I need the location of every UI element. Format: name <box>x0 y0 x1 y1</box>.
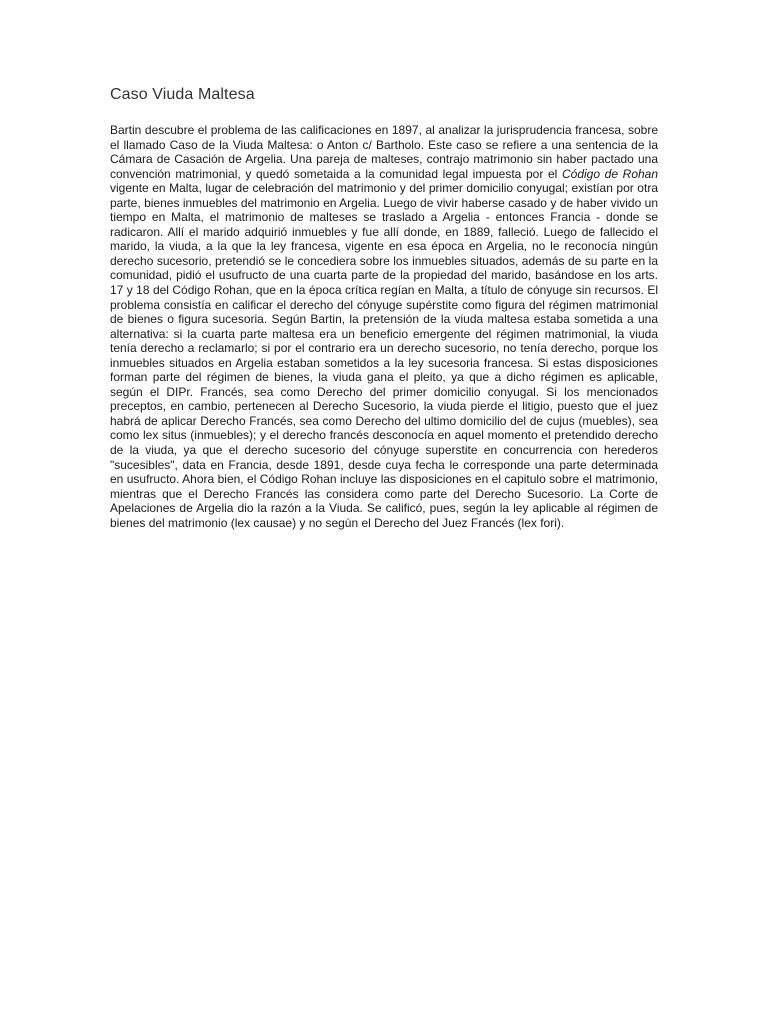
document-title: Caso Viuda Maltesa <box>110 86 255 103</box>
document-body-paragraph <box>110 123 658 530</box>
body-italic-term: Código de Rohan <box>561 166 659 181</box>
body-text-part-1: Bartin descubre el problema de las calificaciones en 1897, al analizar la jurisprudencia francesa, sobre el llamado Caso de la Viuda Maltesa: o Anton c/ Bartholo. Este caso se refiere a una sentencia de la Cámara de Casación de Argelia. Una pareja de malteses, contrajo matrimonio sin haber pactado una convención matrimonial, y quedó sometaida a la comunidad legal impuesta por el <box>110 123 658 181</box>
body-text-part-2: vigente en Malta, lugar de celebración del matrimonio y del primer domicilio conyugal; existían por otra parte, bienes inmuebles del matrimonio en Argelia. Luego de vivir haberse casado y de haber vivido un tiempo en Malta, el matrimonio de malteses se traslado a Argelia - entonces Francia - donde se radicaron. Allí el marido adquirió inmuebles y fue allí donde, en 1889, falleció. Luego de fallecido el marido, la viuda, a la que la ley francesa, vigente en esa época en Argelia, no le reconocía ningún derecho sucesorio, pretendió se le concediera sobre los inmuebles situados, además de su parte en la comunidad, pidió el usufructo de una cuarta parte de la propiedad del marido, basándose en los arts. 17 y 18 del Código Rohan, que en la época crítica regían en Malta, a título de cónyuge sin recursos. El problema consistía en calificar el derecho del cónyuge supérstite como figura del régimen matrimonial de bienes o figura sucesoria. Según Bartin, la pretensión de la viuda maltesa estaba sometida a una alternativa: si la cuarta parte maltesa era un beneficio emergente del régimen matrimonial, la viuda tenía derecho a reclamarlo; si por el contrario era un derecho sucesorio, no tenía derecho, porque los inmuebles situados en Argelia estaban sometidos a la ley sucesoria francesa. Si estas disposiciones forman parte del régimen de bienes, la viuda gana el pleito, ya que a dicho régimen es aplicable, según el DIPr. Francés, sea como Derecho del primer domicilio conyugal. Si los mencionados preceptos, en cambio, pertenecen al Derecho Sucesorio, la viuda pierde el litigio, puesto que el juez habrá de aplicar Derecho Francés, sea como Derecho del ultimo domicilio del de cujus (muebles), sea como lex situs (inmuebles); y el derecho francés desconocía en aquel momento el pretendido derecho de la viuda, ya que el derecho sucesorio del cónyuge superstite en concurrencia con herederos "sucesibles", data en Francia, desde 1891, desde cuya fecha le corresponde una parte determinada en usufructo. Ahora bien, el Código Rohan incluye las disposiciones en el capitulo sobre el matrimonio, mientras que el Derecho Francés las considera como parte del Derecho Sucesorio. La Corte de Apelaciones de Argelia dio la razón a la Viuda. Se calificó, pues, según la ley aplicable al régimen de bienes del matrimonio (lex causae) y no según el Derecho del Juez Francés (lex fori). <box>110 181 658 530</box>
document-page <box>110 86 658 530</box>
